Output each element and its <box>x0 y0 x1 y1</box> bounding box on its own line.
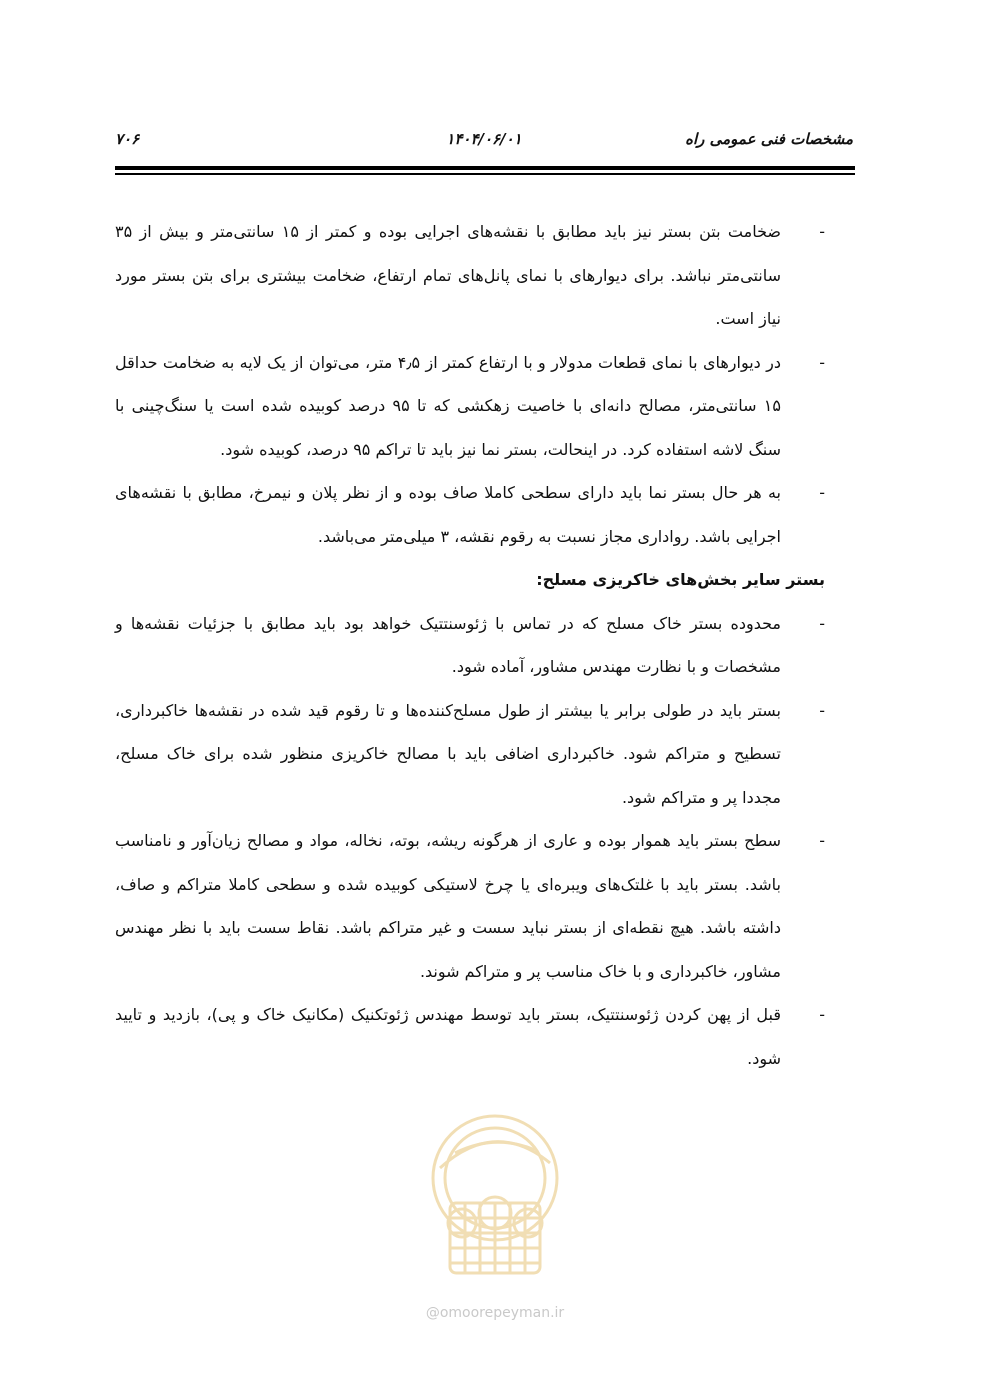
header-rule-thick <box>115 166 855 170</box>
list-item <box>115 341 825 472</box>
section-heading: بستر سایر بخش‌های خاکریزی مسلح: <box>536 570 825 589</box>
omoore-peyman-logo-icon <box>400 1108 590 1288</box>
list-item <box>115 689 825 820</box>
list-dash: - <box>819 700 825 720</box>
header-date: ۱۴۰۴/۰۶/۰۱ <box>446 130 522 148</box>
list-dash: - <box>819 613 825 633</box>
header-title: مشخصات فنی عمومی راه <box>685 130 853 148</box>
header-rule-thin <box>115 173 855 175</box>
list-item <box>115 471 825 558</box>
page-header <box>115 124 853 158</box>
list-item-text: قبل از پهن کردن ژئوسنتتیک، بستر باید توسط مهندس ژئوتکنیک (مکانیک خاک و پی)، بازدید و تایید شود. <box>115 1005 781 1068</box>
list-item <box>115 993 825 1080</box>
watermark-logo-icon <box>400 1108 590 1288</box>
list-item <box>115 819 825 993</box>
list-dash: - <box>819 831 825 850</box>
list-dash: - <box>819 222 825 241</box>
list-item-text: محدوده بستر خاک مسلح که در تماس با ژئوسنتتیک خواهد بود باید مطابق با جزئیات نقشه‌ها و مشخصات و با نظارت مهندس مشاور، آماده شود. <box>115 613 781 676</box>
page-number: ۷۰۶ <box>115 130 140 148</box>
list-item-text: در دیوارهای با نمای قطعات مدولار و با ارتفاع کمتر از ۴٫۵ متر، می‌توان از یک لایه به ضخامت حداقل ۱۵ سانتی‌متر، مصالح دانه‌ای با خاصیت زهکشی که تا ۹۵ درصد کوبیده شده است یا سنگ‌چینی با سنگ لاشه استفاده کرد. در اینحالت، بستر نما نیز باید تا تراکم ۹۵ درصد، کوبیده شود. <box>115 352 781 459</box>
list-dash: - <box>819 352 825 372</box>
list-item-text: به هر حال بستر نما باید دارای سطحی کاملا صاف بوده و از نظر پلان و نیمرخ، مطابق با نقشه‌های اجرایی باشد. رواداری مجاز نسبت به رقوم نقشه، ۳ میلی‌متر می‌باشد. <box>115 483 781 546</box>
body-content <box>115 210 825 1080</box>
list-item <box>115 210 825 341</box>
list-dash: - <box>819 1005 825 1024</box>
watermark-site: @omoorepeyman.ir <box>425 1305 565 1321</box>
list-item-text: سطح بستر باید هموار بوده و عاری از هرگونه ریشه، بوته، نخاله، مواد و مصالح زیان‌آور و نامناسب باشد. بستر باید با غلتک‌های ویبره‌ای یا چرخ لاستیکی کوبیده شده و سطحی کاملا متراکم و صاف، داشته باشد. هیچ نقطه‌ای از بستر نباید سست و غیر متراکم باشد. نقاط سست باید با نظر مهندس مشاور، خاکبرداری و با خاک مناسب پر و متراکم شوند. <box>115 831 781 981</box>
list-item-text: بستر باید در طولی برابر یا بیشتر از طول مسلح‌کننده‌ها و تا رقوم قید شده در نقشه‌ها خاکبرداری، تسطیح و متراکم شود. خاکبرداری اضافی باید با مصالح خاکریزی منظور شده برای خاک مسلح، مجددا پر و متراکم شود. <box>115 700 781 807</box>
list-item-text: ضخامت بتن بستر نیز باید مطابق با نقشه‌های اجرایی بوده و کمتر از ۱۵ سانتی‌متر و بیش از ۳۵ سانتی‌متر نباشد. برای دیوارهای با نمای پانل‌های تمام ارتفاع، ضخامت بیشتری برای بتن بستر مورد نیاز است. <box>115 222 781 328</box>
list-dash: - <box>819 483 825 502</box>
list-item <box>115 602 825 689</box>
